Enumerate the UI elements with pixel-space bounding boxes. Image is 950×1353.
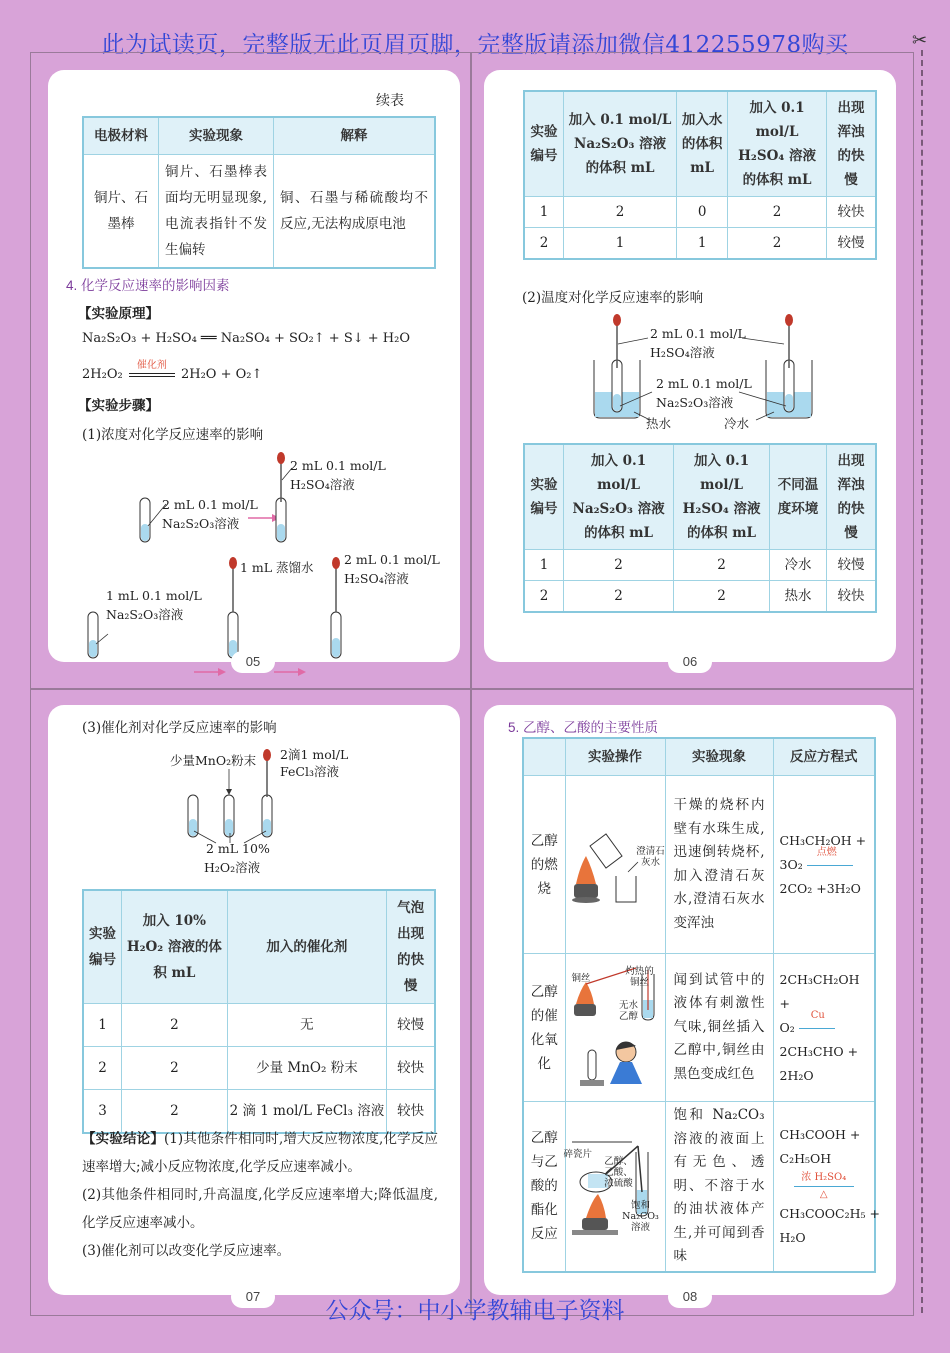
td-explanation: 铜、石墨与稀硫酸均不反应,无法构成原电池 bbox=[274, 155, 436, 269]
cut-line bbox=[921, 50, 923, 1313]
t3-th-2: 加入的催化剂 bbox=[227, 890, 387, 1004]
t1-th-2: 加入水的体积 mL bbox=[677, 91, 728, 197]
r3-fig-label-1: 乙醇、乙酸、浓硫酸 bbox=[604, 1156, 633, 1189]
eq2-right: 2H₂O + O₂↑ bbox=[180, 367, 263, 382]
fig1-e2: H₂SO₄溶液 bbox=[344, 571, 409, 586]
t1-th-3: 加入 0.1 mol/L H₂SO₄ 溶液的体积 mL bbox=[728, 91, 827, 197]
fig2-cold: 冷水 bbox=[724, 416, 750, 431]
fig1-e1: 2 mL 0.1 mol/L bbox=[344, 552, 440, 567]
t2-r1-c1: 2 bbox=[564, 550, 674, 581]
fig3-h2o2-2: H₂O₂溶液 bbox=[204, 860, 261, 875]
fig2-b2: Na₂S₂O₃溶液 bbox=[656, 395, 734, 410]
r3-fig-label-0: 碎瓷片 bbox=[563, 1149, 593, 1160]
r3-eq-heat: △ bbox=[819, 1188, 828, 1200]
bottom-banner: 公众号：中小学教辅电子资料 bbox=[325, 1298, 625, 1324]
r1-phenomenon: 干燥的烧杯内壁有水珠生成,迅速倒转烧杯,加入澄清石灰水,澄清石灰水变浑浊 bbox=[665, 776, 773, 954]
r1-eq-cond: 点燃 bbox=[816, 846, 837, 858]
r2-fig-label-0: 铜丝 bbox=[571, 973, 591, 984]
fig1-c1: 1 mL 0.1 mol/L bbox=[106, 588, 202, 603]
r3-figure bbox=[565, 1102, 665, 1272]
page-06 bbox=[484, 70, 896, 662]
t1-th-0: 实验编号 bbox=[524, 91, 564, 197]
t3-r3-c0: 3 bbox=[83, 1090, 122, 1134]
page-number-08: 08 bbox=[668, 1286, 712, 1308]
r3-eq-4: CH₃COOC₂H₅ + bbox=[779, 1205, 880, 1221]
table-row bbox=[524, 581, 876, 613]
t3-r2-c0: 2 bbox=[83, 1047, 122, 1090]
fig1-a2: Na₂S₂O₃溶液 bbox=[162, 516, 240, 531]
r1-eq-3: 2CO₂ +3H₂O bbox=[779, 880, 861, 896]
step1-label: (1)浓度对化学反应速率的影响 bbox=[82, 427, 264, 443]
eq2-left: 2H₂O₂ bbox=[82, 367, 123, 382]
fig1-b1: 2 mL 0.1 mol/L bbox=[290, 458, 386, 473]
r3-fig-label-2: 饱和Na₂CO₃溶液 bbox=[622, 1200, 659, 1233]
r1-figure bbox=[565, 776, 665, 954]
r2-fig-label-2: 无水乙醇 bbox=[618, 1000, 638, 1022]
r2-eq-cond: Cu bbox=[810, 1009, 825, 1021]
t3-th-0: 实验编号 bbox=[83, 890, 122, 1004]
th-electrode: 电极材料 bbox=[83, 117, 159, 155]
page-number-05: 05 bbox=[231, 651, 275, 673]
temperature-table bbox=[523, 443, 877, 613]
conclusion bbox=[82, 1125, 438, 1265]
equation-2 bbox=[82, 360, 263, 382]
page-divider bbox=[30, 688, 914, 690]
t2-th-4: 出现浑浊的快慢 bbox=[827, 444, 877, 550]
t1-th-4: 出现浑浊的快慢 bbox=[827, 91, 877, 197]
t1-r2-c0: 2 bbox=[524, 228, 564, 260]
t3-r3-c3: 较快 bbox=[387, 1090, 435, 1134]
page-number-07: 07 bbox=[231, 1286, 275, 1308]
table-row bbox=[523, 954, 875, 1102]
table-row bbox=[83, 1004, 435, 1047]
t1-r1-c4: 较快 bbox=[827, 197, 877, 228]
scissors-icon: ✂ bbox=[912, 30, 928, 51]
t3-r1-c2: 无 bbox=[227, 1004, 387, 1047]
th-explanation: 解释 bbox=[274, 117, 436, 155]
t1-th-1: 加入 0.1 mol/L Na₂S₂O₃ 溶液的体积 mL bbox=[564, 91, 677, 197]
table-row bbox=[523, 776, 875, 954]
t1-r1-c0: 1 bbox=[524, 197, 564, 228]
r3-name: 乙醇与乙酸的酯化反应 bbox=[523, 1102, 565, 1272]
conclusion-2: (2)其他条件相同时,升高温度,化学反应速率增大;降低温度,化学反应速率减小。 bbox=[82, 1187, 438, 1231]
t1-r1-c3: 2 bbox=[728, 197, 827, 228]
t3-r1-c0: 1 bbox=[83, 1004, 122, 1047]
fig3-fecl3-1: 2滴1 mol/L bbox=[280, 747, 349, 762]
conclusion-3: (3)催化剂可以改变化学反应速率。 bbox=[82, 1243, 291, 1259]
fig3-h2o2-1: 2 mL 10% bbox=[206, 841, 270, 856]
r2-name: 乙醇的催化氧化 bbox=[523, 954, 565, 1102]
table-row bbox=[523, 1102, 875, 1272]
r2-fig-label-1: 灼热的铜丝 bbox=[625, 966, 654, 988]
table-row bbox=[524, 228, 876, 260]
t3-r1-c1: 2 bbox=[122, 1004, 228, 1047]
conclusion-label: 【实验结论】 bbox=[82, 1131, 164, 1147]
r3-eq-0: CH₃COOH + bbox=[779, 1126, 861, 1142]
r3-eq-5: H₂O bbox=[779, 1229, 806, 1245]
t3-th-1: 加入 10% H₂O₂ 溶液的体积 mL bbox=[122, 890, 228, 1004]
t2-r1-c0: 1 bbox=[524, 550, 564, 581]
table-row bbox=[524, 550, 876, 581]
fig3-fecl3-2: FeCl₃溶液 bbox=[280, 764, 339, 779]
page-number-06: 06 bbox=[668, 651, 712, 673]
fig2-a2: H₂SO₄溶液 bbox=[650, 345, 715, 360]
t3-r2-c3: 较快 bbox=[387, 1047, 435, 1090]
t2-r2-c4: 较快 bbox=[827, 581, 877, 613]
t4-th-2: 实验现象 bbox=[665, 738, 773, 776]
catalyst-table bbox=[82, 889, 436, 1134]
t3-r1-c3: 较慢 bbox=[387, 1004, 435, 1047]
t3-r2-c2: 少量 MnO₂ 粉末 bbox=[227, 1047, 387, 1090]
fig1-c2: Na₂S₂O₃溶液 bbox=[106, 607, 184, 622]
t2-r1-c4: 较慢 bbox=[827, 550, 877, 581]
r1-eq-0: CH₃CH₂OH + bbox=[779, 832, 867, 848]
r1-name: 乙醇的燃烧 bbox=[523, 776, 565, 954]
r2-eq-3: 2CH₃CHO + bbox=[779, 1043, 859, 1059]
t2-r1-c3: 冷水 bbox=[770, 550, 827, 581]
t3-r3-c2: 2 滴 1 mol/L FeCl₃ 溶液 bbox=[227, 1090, 387, 1134]
t1-r1-c1: 2 bbox=[564, 197, 677, 228]
r2-eq-1: O₂ bbox=[779, 1019, 795, 1035]
continued-label: 续表 bbox=[376, 93, 404, 109]
r2-eq-4: 2H₂O bbox=[779, 1067, 814, 1083]
step2-label: (2)温度对化学反应速率的影响 bbox=[522, 290, 704, 306]
t1-r2-c4: 较慢 bbox=[827, 228, 877, 260]
section-title: 5. 乙醇、乙酸的主要性质 bbox=[508, 720, 659, 735]
t3-r2-c1: 2 bbox=[122, 1047, 228, 1090]
th-phenomenon: 实验现象 bbox=[159, 117, 274, 155]
fig1-d: 1 mL 蒸馏水 bbox=[240, 560, 314, 575]
fig2-a1: 2 mL 0.1 mol/L bbox=[650, 326, 746, 341]
fig1-a1: 2 mL 0.1 mol/L bbox=[162, 497, 258, 512]
t3-r3-c1: 2 bbox=[122, 1090, 228, 1134]
t2-th-0: 实验编号 bbox=[524, 444, 564, 550]
r3-eq-cond: 浓 H₂SO₄ bbox=[801, 1171, 847, 1183]
r3-equation bbox=[773, 1102, 880, 1272]
fig3-mno2: 少量MnO₂粉末 bbox=[170, 753, 257, 768]
step3-label: (3)催化剂对化学反应速率的影响 bbox=[82, 720, 277, 736]
r3-phenomenon: 饱和 Na₂CO₃ 溶液的液面上有无色、透明、不溶于水的油状液体产生,并可闻到香味 bbox=[665, 1102, 773, 1272]
td-phenomenon: 铜片、石墨棒表面均无明显现象,电流表指针不发生偏转 bbox=[159, 155, 274, 269]
section-title: 4. 化学反应速率的影响因素 bbox=[66, 278, 230, 293]
r1-eq-1: 3O₂ bbox=[779, 856, 803, 872]
r2-figure bbox=[565, 954, 665, 1102]
fig2-hot: 热水 bbox=[646, 416, 672, 431]
t2-r2-c0: 2 bbox=[524, 581, 564, 613]
equation-1: Na₂S₂O₃ + H₂SO₄ ══ Na₂SO₄ + SO₂↑ + S↓ + H₂O bbox=[82, 331, 410, 346]
concentration-figure bbox=[48, 440, 460, 660]
eq2-catalyst: 催化剂 bbox=[136, 360, 167, 371]
page-divider-vertical bbox=[470, 52, 472, 1316]
t1-r2-c1: 1 bbox=[564, 228, 677, 260]
td-electrode: 铜片、石墨棒 bbox=[83, 155, 159, 269]
ethanol-table bbox=[522, 737, 880, 1273]
t1-r2-c3: 2 bbox=[728, 228, 827, 260]
r1-fig-label: 澄清石灰水 bbox=[636, 846, 665, 868]
t1-r2-c2: 1 bbox=[677, 228, 728, 260]
t4-th-3: 反应方程式 bbox=[773, 738, 875, 776]
t4-th-0 bbox=[523, 738, 565, 776]
r2-phenomenon: 闻到试管中的液体有刺激性气味,铜丝插入乙醇中,铜丝由黑色变成红色 bbox=[665, 954, 773, 1102]
r2-eq-0: 2CH₃CH₂OH + bbox=[779, 971, 860, 1011]
t2-r2-c3: 热水 bbox=[770, 581, 827, 613]
fig1-b2: H₂SO₄溶液 bbox=[290, 477, 355, 492]
t2-th-1: 加入 0.1 mol/L Na₂S₂O₃ 溶液的体积 mL bbox=[564, 444, 674, 550]
r2-equation bbox=[773, 954, 875, 1102]
principle-label: 【实验原理】 bbox=[78, 306, 159, 322]
t2-r2-c1: 2 bbox=[564, 581, 674, 613]
t2-r1-c2: 2 bbox=[674, 550, 770, 581]
r3-eq-1: C₂H₅OH bbox=[779, 1150, 832, 1166]
conclusion-1: (1)其他条件相同时,增大反应物浓度,化学反应速率增大;减小反应物浓度,化学反应速率减小。 bbox=[82, 1131, 438, 1175]
top-banner: 此为试读页，完整版无此页眉页脚，完整版请添加微信412255978购买 bbox=[101, 32, 849, 58]
page-07 bbox=[48, 705, 460, 1295]
page-05 bbox=[48, 70, 460, 662]
t2-r2-c2: 2 bbox=[674, 581, 770, 613]
page-08 bbox=[484, 705, 896, 1295]
t4-th-1: 实验操作 bbox=[565, 738, 665, 776]
table-row bbox=[524, 197, 876, 228]
fig2-b1: 2 mL 0.1 mol/L bbox=[656, 376, 752, 391]
t2-th-2: 加入 0.1 mol/L H₂SO₄ 溶液的体积 mL bbox=[674, 444, 770, 550]
electrode-table bbox=[82, 116, 436, 269]
concentration-table bbox=[523, 90, 877, 260]
r1-equation bbox=[773, 776, 875, 954]
t3-th-3: 气泡出现的快慢 bbox=[387, 890, 435, 1004]
steps-label: 【实验步骤】 bbox=[78, 398, 159, 414]
t2-th-3: 不同温度环境 bbox=[770, 444, 827, 550]
table-row bbox=[83, 1047, 435, 1090]
t1-r1-c2: 0 bbox=[677, 197, 728, 228]
